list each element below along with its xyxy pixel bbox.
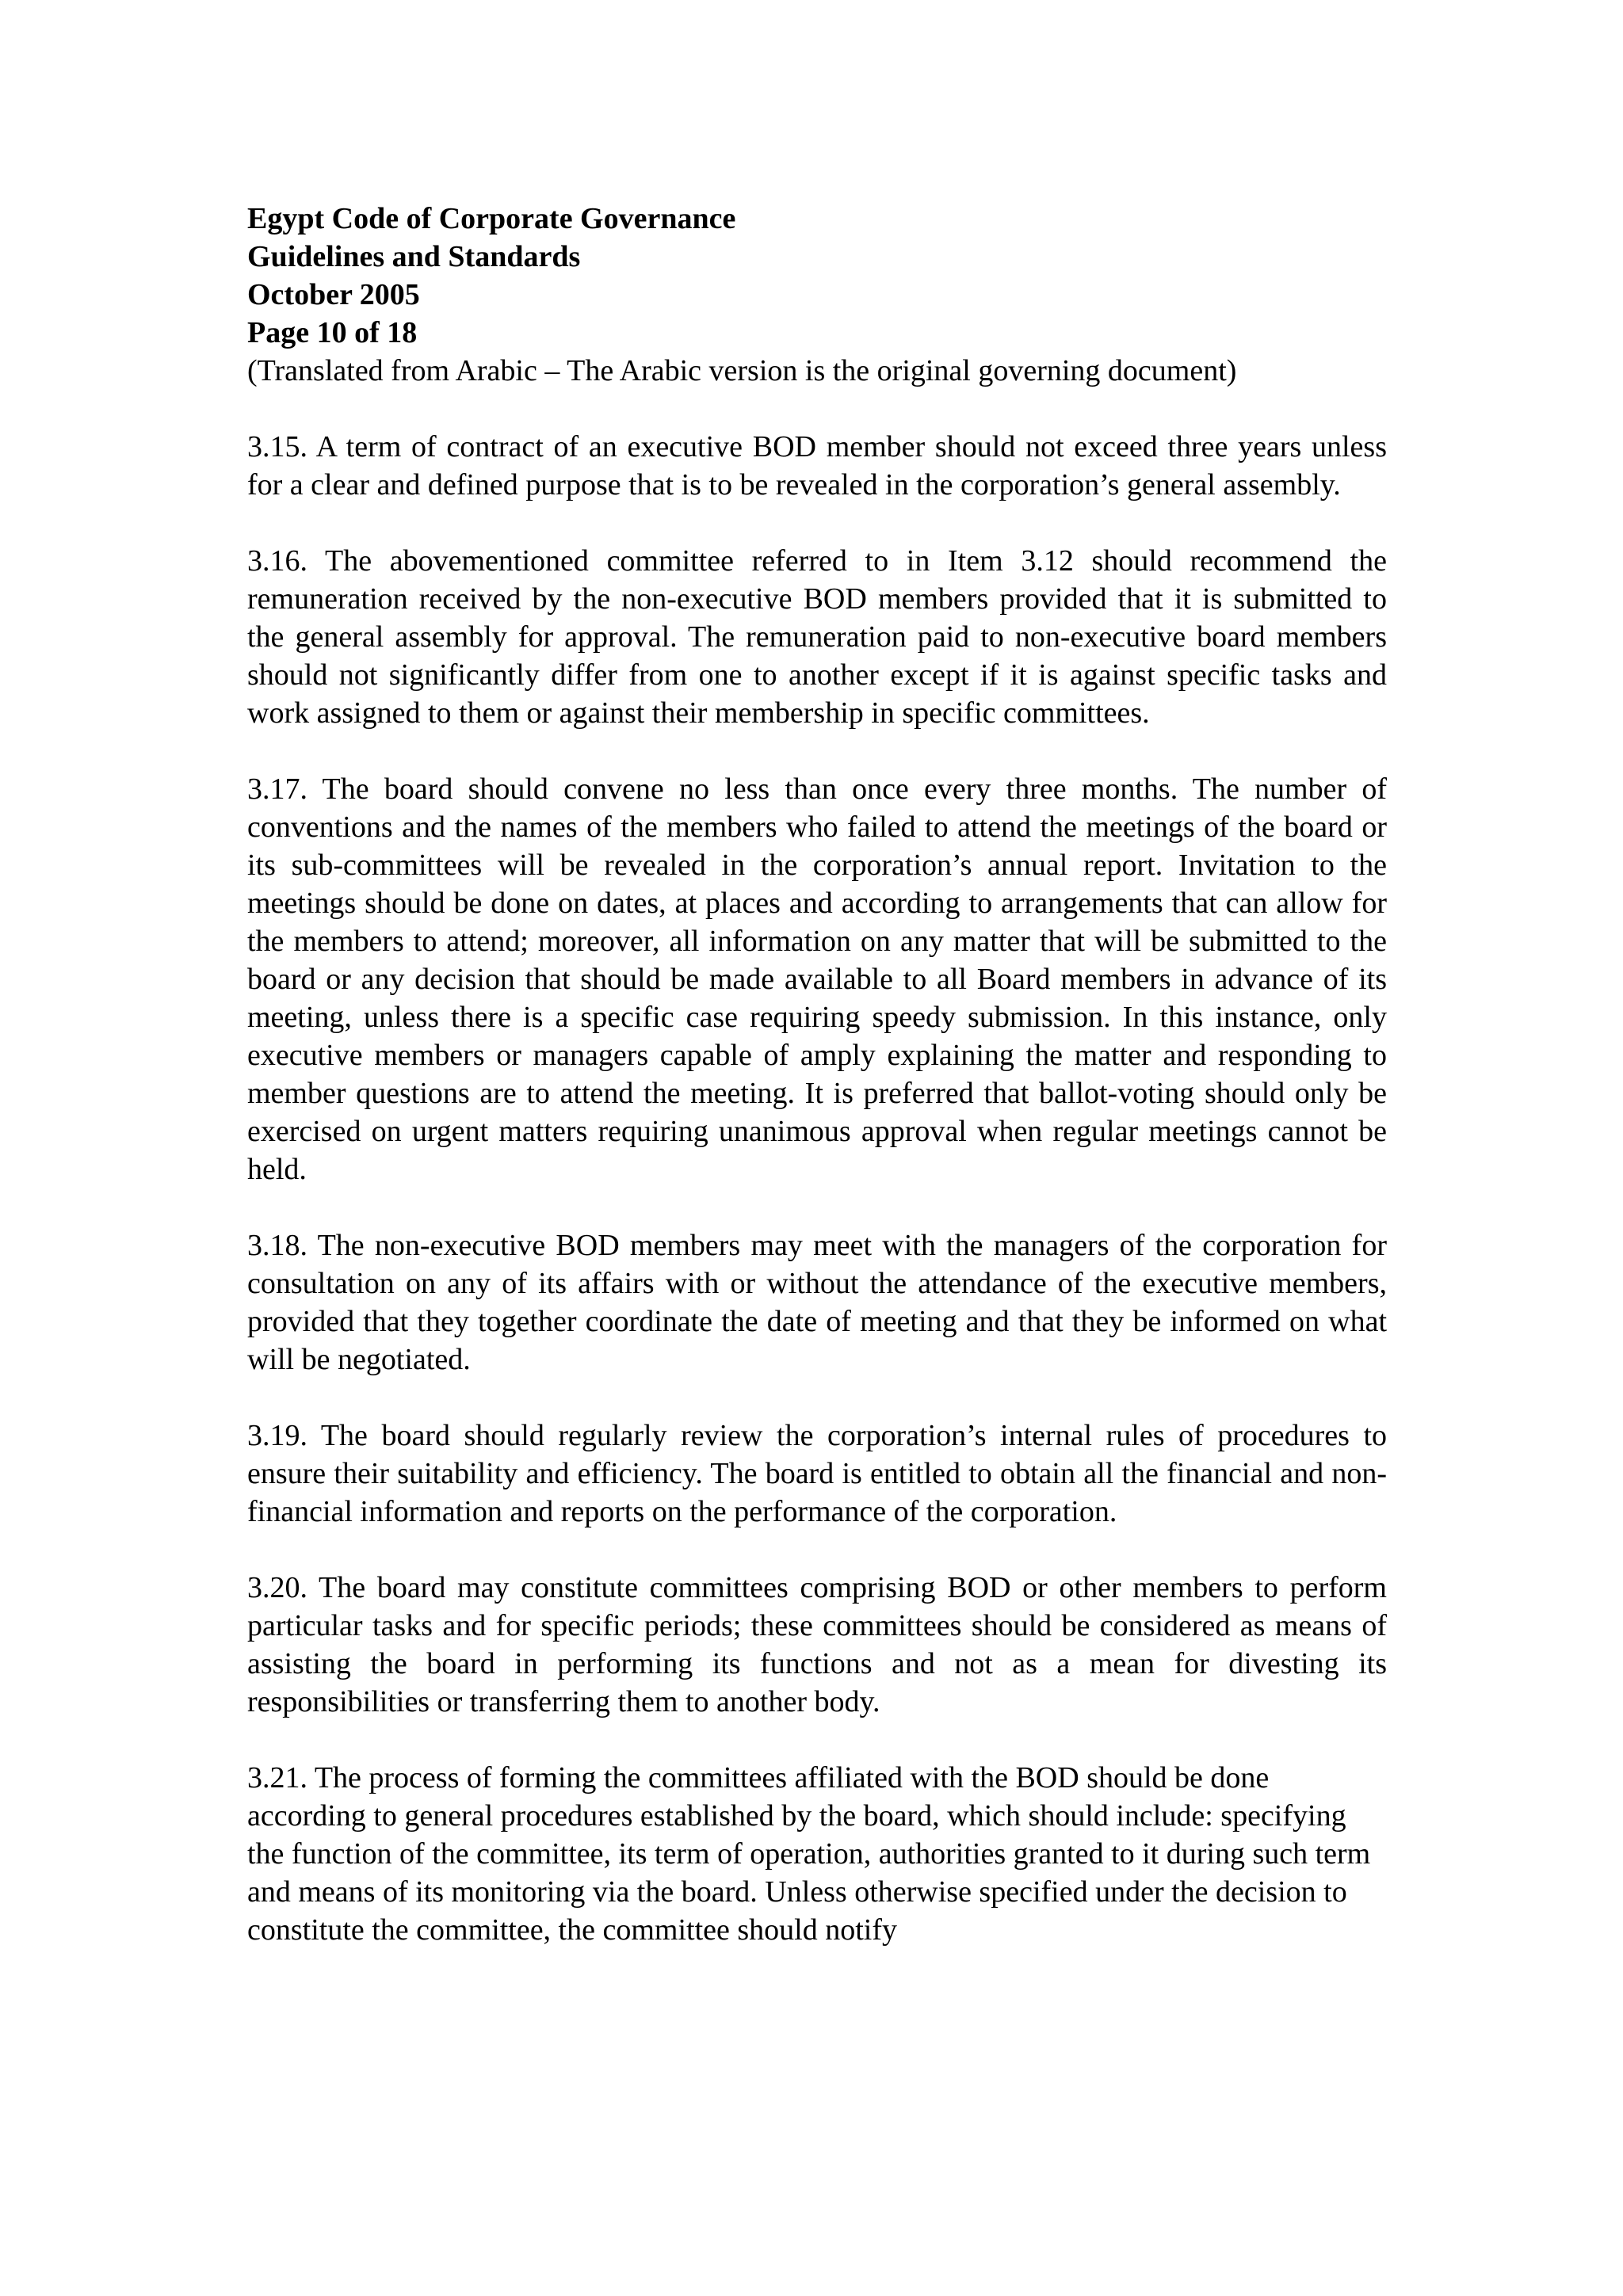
page-number: Page 10 of 18	[247, 316, 418, 349]
paragraph-3-16: 3.16. The abovementioned committee referred to in Item 3.12 should recommend the remuneration received by the non-executive BOD members provided that it is submitted to the general assembly for approval. The remuneration paid to non-executive board members should not significantly differ from one to another except if it is against specific tasks and work assigned to them or against their membership in specific committees.	[247, 544, 1387, 730]
paragraph-3-17: 3.17. The board should convene no less than once every three months. The number of conventions and the names of the members who failed to attend the meetings of the board or its sub-committees will be revealed in the corporation’s annual report. Invitation to the meetings should be done on dates, at places and according to arrangements that can allow for the members to attend; moreover, all information on any matter that will be submitted to the board or any decision that should be made available to all Board members in advance of its meeting, unless there is a specific case requiring speedy submission. In this instance, only executive members or managers capable of amply explaining the matter and responding to member questions are to attend the meeting. It is preferred that ballot-voting should only be exercised on urgent matters requiring unanimous approval when regular meetings cannot be held.	[247, 772, 1387, 1186]
document-date: October 2005	[247, 278, 420, 311]
translation-note: (Translated from Arabic – The Arabic version is the original governing document)	[247, 354, 1237, 387]
document-title: Egypt Code of Corporate Governance	[247, 202, 736, 235]
paragraph-3-21: 3.21. The process of forming the committees affiliated with the BOD should be done according to general procedures established by the board, which should include: specifying the function of the committee, its term of operation, authorities granted to it during such term and means of its monitoring via the board. Unless otherwise specified under the decision to constitute the committee, the committee should notify	[247, 1761, 1371, 1947]
document-subtitle: Guidelines and Standards	[247, 240, 581, 273]
paragraph-3-19: 3.19. The board should regularly review the corporation’s internal rules of procedures to ensure their suitability and efficiency. The board is entitled to obtain all the financial and non-financial information and reports on the performance of the corporation.	[247, 1419, 1387, 1528]
paragraph-3-15: 3.15. A term of contract of an executive BOD member should not exceed three years unless for a clear and defined purpose that is to be revealed in the corporation’s general assembly.	[247, 430, 1387, 502]
document-page	[247, 200, 1387, 1949]
paragraph-3-18: 3.18. The non-executive BOD members may meet with the managers of the corporation for consultation on any of its affairs with or without the attendance of the executive members, provided that they together coordinate the date of meeting and that they be informed on what will be negotiated.	[247, 1229, 1387, 1376]
paragraph-3-20: 3.20. The board may constitute committees comprising BOD or other members to perform particular tasks and for specific periods; these committees should be considered as means of assisting the board in performing its functions and not as a mean for divesting its responsibilities or transferring them to another body.	[247, 1571, 1387, 1718]
